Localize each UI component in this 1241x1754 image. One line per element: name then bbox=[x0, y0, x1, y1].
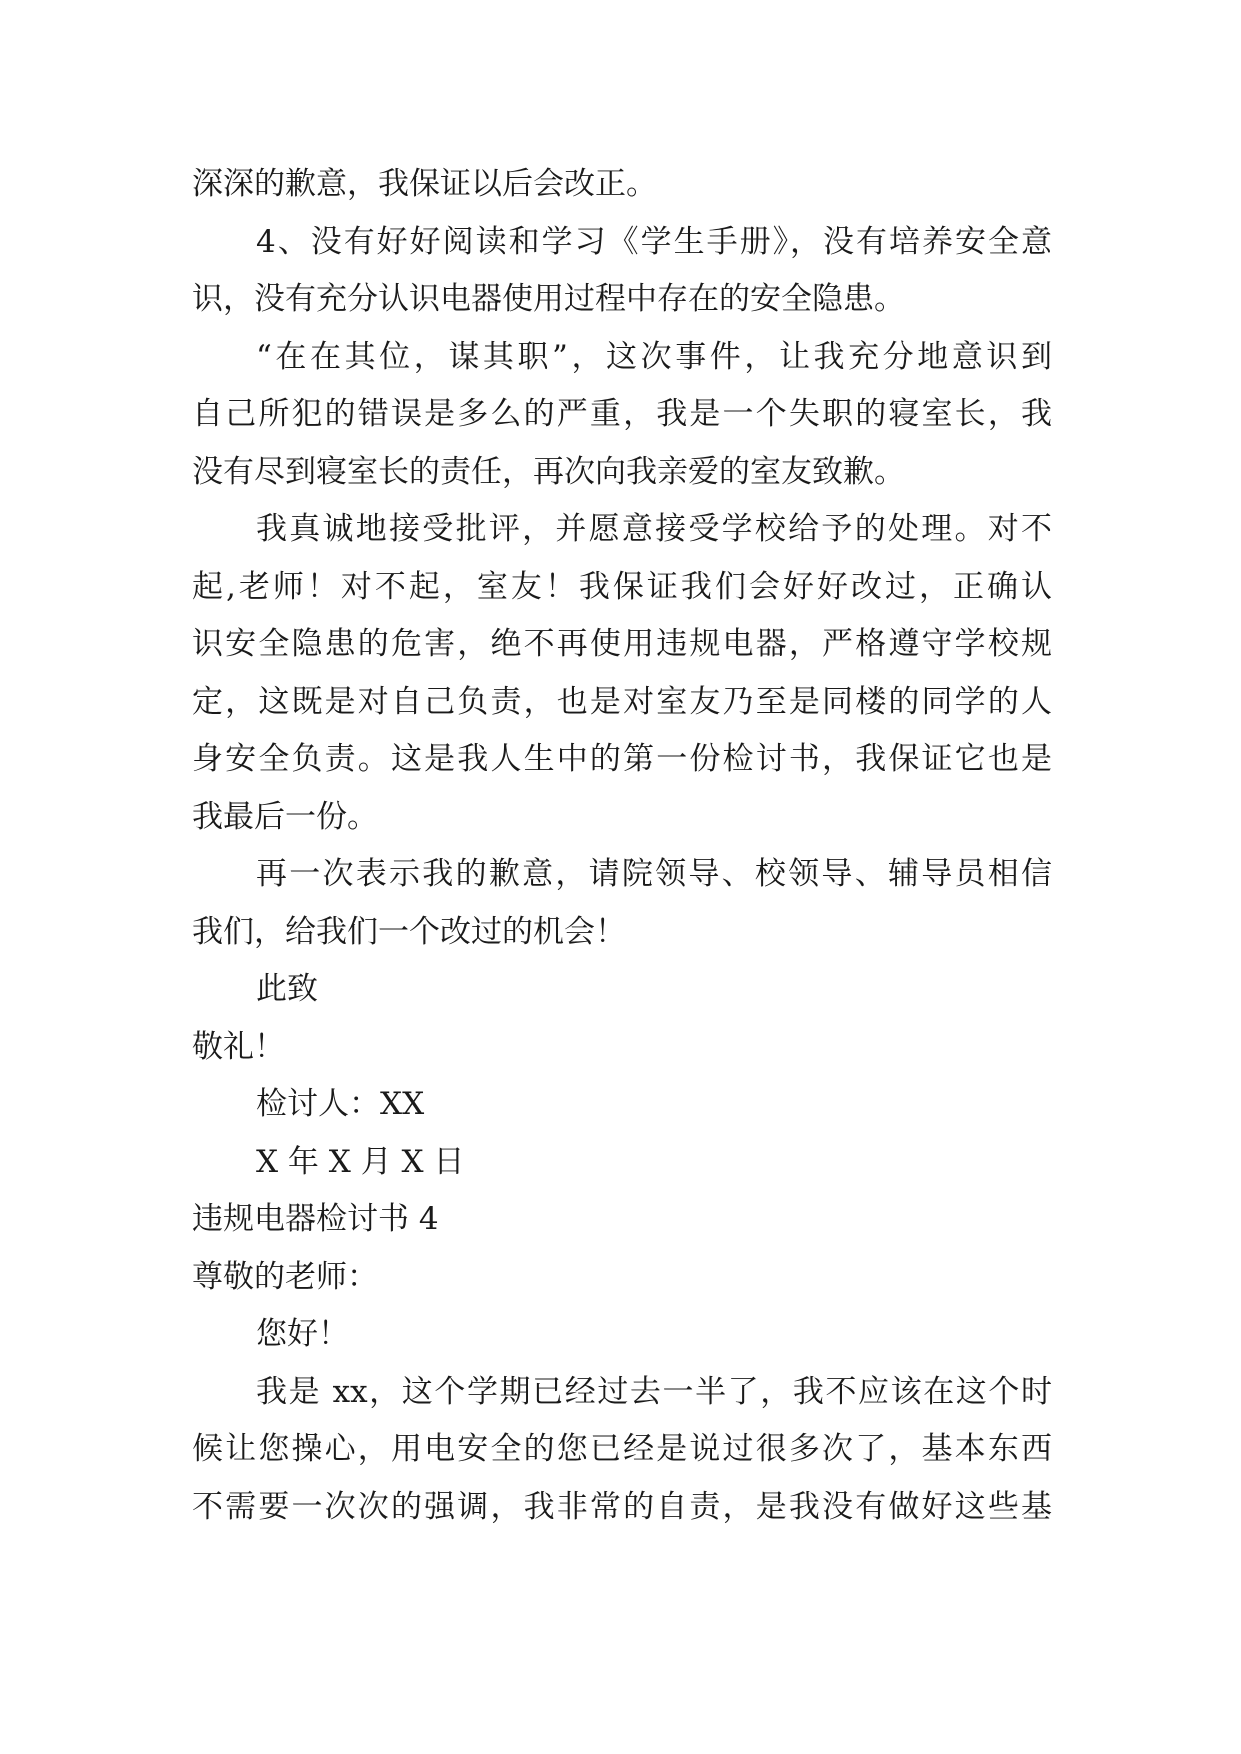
text-line: 4、没有好好阅读和学习《学生手册》，没有培养安全意 bbox=[256, 223, 1052, 260]
text-line: 自己所犯的错误是多么的严重，我是一个失职的寝室长，我 bbox=[192, 396, 1052, 432]
text-line: 违规电器检讨书 4 bbox=[192, 1201, 439, 1237]
text-line: “在在其位，谋其职”，这次事件，让我充分地意识到 bbox=[256, 338, 1052, 375]
text-line: 定，这既是对自己负责，也是对室友乃至是同楼的同学的人 bbox=[192, 683, 1052, 720]
document-body bbox=[192, 156, 1052, 1536]
text-line: 我真诚地接受批评，并愿意接受学校给予的处理。对不 bbox=[256, 511, 1052, 547]
text-line: 我是 xx，这个学期已经过去一半了，我不应该在这个时 bbox=[256, 1373, 1052, 1410]
text-line: X 年 X 月 X 日 bbox=[256, 1143, 465, 1180]
text-line: 识安全隐患的危害，绝不再使用违规电器，严格遵守学校规 bbox=[192, 626, 1052, 662]
text-line: 此致 bbox=[256, 971, 318, 1007]
text-line: 检讨人：XX bbox=[256, 1086, 425, 1122]
text-line: 我们，给我们一个改过的机会！ bbox=[192, 913, 626, 950]
text-line: 尊敬的老师： bbox=[192, 1258, 378, 1295]
text-line: 您好！ bbox=[256, 1316, 349, 1352]
text-line: 起,老师！对不起，室友！我保证我们会好好改过，正确认 bbox=[192, 568, 1052, 605]
text-line: 没有尽到寝室长的责任，再次向我亲爱的室友致歉。 bbox=[192, 453, 905, 490]
text-line: 深深的歉意，我保证以后会改正。 bbox=[192, 166, 657, 202]
text-line: 我最后一份。 bbox=[192, 798, 378, 835]
text-line: 身安全负责。这是我人生中的第一份检讨书，我保证它也是 bbox=[192, 741, 1052, 777]
text-line: 不需要一次次的强调，我非常的自责，是我没有做好这些基 bbox=[192, 1488, 1052, 1525]
text-line: 候让您操心，用电安全的您已经是说过很多次了，基本东西 bbox=[192, 1431, 1052, 1467]
text-line: 再一次表示我的歉意，请院领导、校领导、辅导员相信 bbox=[256, 856, 1052, 892]
text-line: 敬礼！ bbox=[192, 1028, 285, 1065]
text-line: 识，没有充分认识电器使用过程中存在的安全隐患。 bbox=[192, 281, 905, 317]
